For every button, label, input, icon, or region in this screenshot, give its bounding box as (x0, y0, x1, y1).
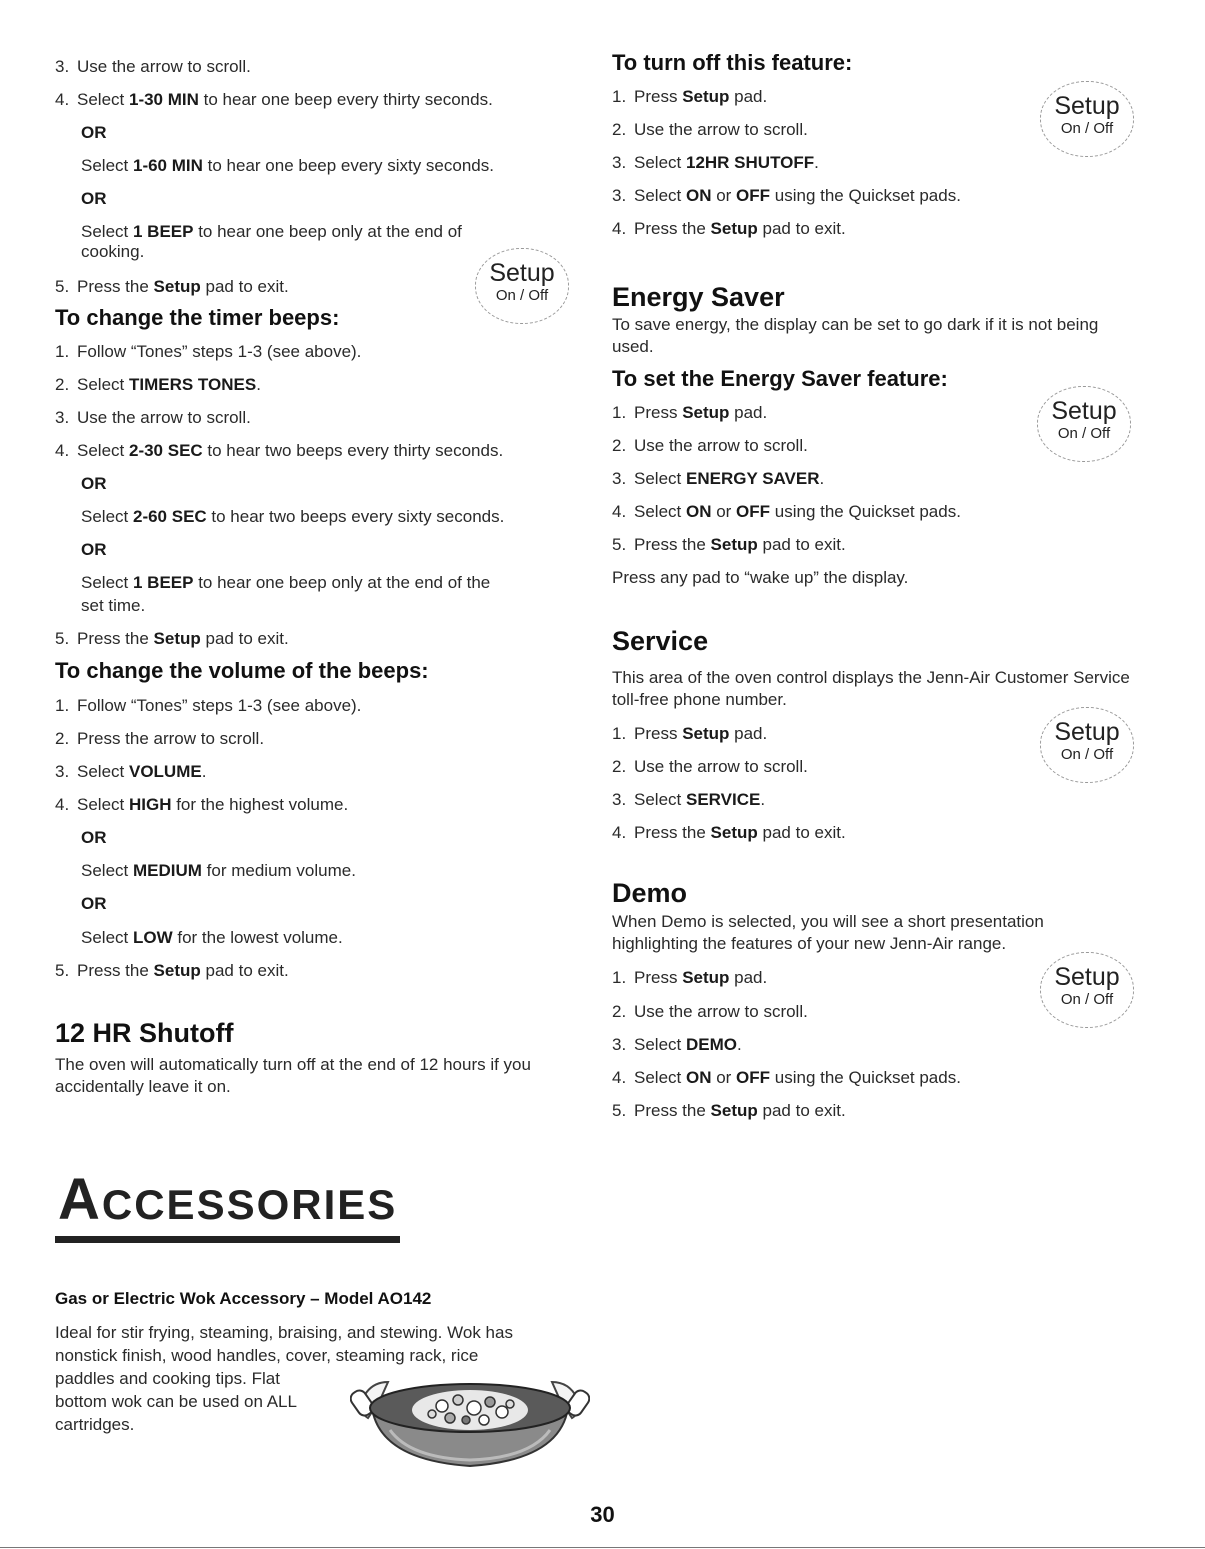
wok-description: Ideal for stir frying, steaming, braising, and stewing. Wok has nonstick finish, wood handles, cover, steaming rack, rice paddles and cooking tips. Flat bottom wok can be used on ALL cartridges. (55, 1323, 513, 1434)
service-text: This area of the oven control displays the Jenn-Air Customer Service toll-free phone number. (612, 668, 1130, 709)
demo-step-1: 1. Press Setup pad. (612, 968, 768, 987)
turnoff-step-1: 1. Press Setup pad. (612, 87, 768, 106)
setup-pad-icon: Setup On / Off (1040, 707, 1134, 783)
tones-step-4: 4. Select 1-30 MIN to hear one beep every thirty seconds. (55, 90, 493, 109)
service-step-4: 4. Press the Setup pad to exit. (612, 823, 846, 842)
tones-alt-1: Select 1-60 MIN to hear one beep every sixty seconds. (81, 156, 494, 175)
service-step-2: 2. Use the arrow to scroll. (612, 757, 808, 776)
timer-step-4: 4. Select 2-30 SEC to hear two beeps every thirty seconds. (55, 441, 504, 460)
or-label: OR (81, 474, 107, 493)
volume-heading: To change the volume of the beeps: (55, 658, 429, 683)
timer-alt-2: Select 1 BEEP to hear one beep only at the end of the (81, 573, 491, 592)
timer-step-3: 3. Use the arrow to scroll. (55, 408, 251, 427)
bottom-rule (0, 1547, 1205, 1548)
demo-text: When Demo is selected, you will see a short presentation highlighting the features of your new Jenn-Air range. (612, 912, 1044, 953)
energy-step-1: 1. Press Setup pad. (612, 403, 768, 422)
turnoff-step-2: 2. Use the arrow to scroll. (612, 120, 808, 139)
volume-step-2: 2. Press the arrow to scroll. (55, 729, 265, 748)
setup-pad-icon: Setup On / Off (1040, 81, 1134, 157)
service-step-1: 1. Press Setup pad. (612, 724, 768, 743)
demo-step-5: 5. Press the Setup pad to exit. (612, 1101, 846, 1120)
energy-note: Press any pad to “wake up” the display. (612, 568, 909, 587)
energy-step-3: 3. Select ENERGY SAVER. (612, 469, 825, 488)
tones-step-5: 5. Press the Setup pad to exit. (55, 277, 289, 296)
energy-step-4: 4. Select ON or OFF using the Quickset pads. (612, 502, 961, 521)
wok-food (412, 1390, 528, 1430)
page-number: 30 (590, 1502, 615, 1527)
energy-step-2: 2. Use the arrow to scroll. (612, 436, 808, 455)
turnoff-heading: To turn off this feature: (612, 50, 853, 75)
demo-heading: Demo (612, 878, 688, 908)
timer-step-2: 2. Select TIMERS TONES. (55, 375, 261, 394)
timer-alt-1: Select 2-60 SEC to hear two beeps every sixty seconds. (81, 507, 505, 526)
timer-step-5: 5. Press the Setup pad to exit. (55, 629, 289, 648)
demo-step-2: 2. Use the arrow to scroll. (612, 1002, 808, 1021)
tones-step-3: 3. Use the arrow to scroll. (55, 57, 251, 76)
timer-alt-2-cont: set time. (81, 596, 146, 615)
energy-saver-subheading: To set the Energy Saver feature: (612, 366, 948, 391)
tones-alt-2: Select 1 BEEP to hear one beep only at the end of (81, 222, 462, 241)
volume-alt-2: Select LOW for the lowest volume. (81, 928, 343, 947)
shutoff-text: The oven will automatically turn off at the end of 12 hours if you accidentally leave it on. (55, 1055, 531, 1096)
service-step-3: 3. Select SERVICE. (612, 790, 766, 809)
accessories-title: ACCESSORIES (58, 1167, 398, 1232)
or-label: OR (81, 540, 107, 559)
demo-step-3: 3. Select DEMO. (612, 1035, 742, 1054)
setup-pad-icon: Setup On / Off (475, 248, 569, 324)
turnoff-step-3b: 3. Select ON or OFF using the Quickset pads. (612, 186, 961, 205)
volume-step-3: 3. Select VOLUME. (55, 762, 207, 781)
timer-step-1: 1. Follow “Tones” steps 1-3 (see above). (55, 342, 362, 361)
timer-beeps-heading: To change the timer beeps: (55, 305, 340, 330)
or-label: OR (81, 189, 107, 208)
turnoff-step-3: 3. Select 12HR SHUTOFF. (612, 153, 819, 172)
setup-pad-icon: Setup On / Off (1037, 386, 1131, 462)
setup-pad-icon: Setup On / Off (1040, 952, 1134, 1028)
wok-image (350, 1360, 590, 1475)
or-label: OR (81, 894, 107, 913)
wok-product-title: Gas or Electric Wok Accessory – Model AO142 (55, 1289, 432, 1308)
service-heading: Service (612, 626, 709, 656)
volume-step-4: 4. Select HIGH for the highest volume. (55, 795, 349, 814)
energy-saver-heading: Energy Saver (612, 282, 785, 312)
title-underline (55, 1236, 400, 1243)
energy-saver-text: To save energy, the display can be set to go dark if it is not being used. (612, 315, 1099, 356)
turnoff-step-4: 4. Press the Setup pad to exit. (612, 219, 846, 238)
demo-step-4: 4. Select ON or OFF using the Quickset pads. (612, 1068, 961, 1087)
volume-step-1: 1. Follow “Tones” steps 1-3 (see above). (55, 696, 362, 715)
volume-alt-1: Select MEDIUM for medium volume. (81, 861, 356, 880)
energy-step-5: 5. Press the Setup pad to exit. (612, 535, 846, 554)
volume-step-5: 5. Press the Setup pad to exit. (55, 961, 289, 980)
or-label: OR (81, 828, 107, 847)
tones-alt-2-cont: cooking. (81, 242, 145, 261)
or-label: OR (81, 123, 107, 142)
shutoff-heading: 12 HR Shutoff (55, 1018, 234, 1048)
